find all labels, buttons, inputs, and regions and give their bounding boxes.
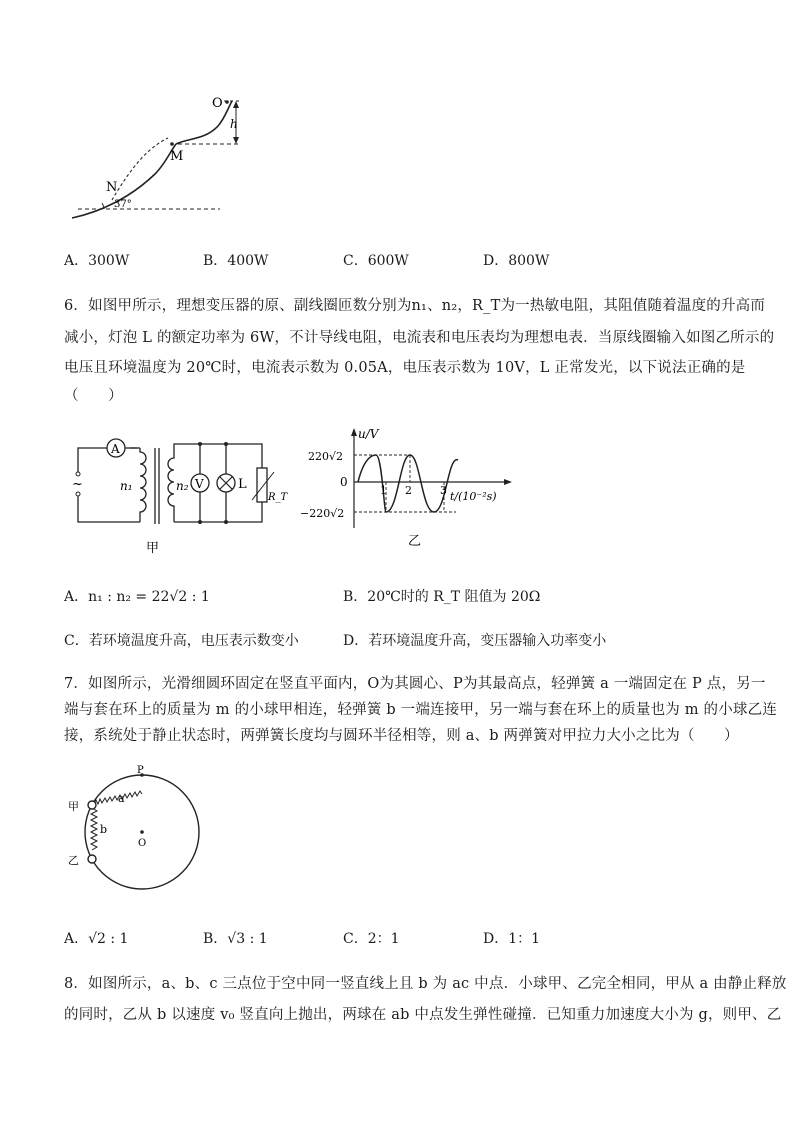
resistor-symbol — [257, 468, 267, 502]
tick-1-label: 1 — [380, 484, 387, 497]
point-M-dot — [170, 142, 174, 146]
ring-figure — [62, 762, 252, 892]
lamp-label: L — [238, 477, 247, 492]
q6-option-b: B．20℃时的 R_T 阻值为 20Ω — [343, 589, 541, 605]
q6-line-2: 减小，灯泡 L 的额定功率为 6W，不计导线电阻，电流表和电压表均为理想电表．当原线圈输入如图乙所示的 — [64, 330, 775, 346]
y-axis-label: u/V — [358, 427, 379, 441]
n1-label: n₁ — [120, 479, 133, 493]
q7-option-b: B．√3 : 1 — [203, 931, 268, 947]
label-a: a — [118, 792, 125, 805]
tick-3-label: 3 — [440, 484, 447, 497]
junction-3 — [198, 520, 202, 524]
label-jia: 甲 — [68, 800, 79, 813]
zero-label: 0 — [340, 475, 348, 489]
q6-line-1: 6．如图甲所示，理想变压器的原、副线圈匝数分别为n₁、n₂，R_T为一热敏电阻，其阻值随着温度的升高而 — [64, 298, 766, 314]
spring-b — [91, 808, 97, 850]
voltmeter-label: V — [195, 477, 204, 491]
voltage-graph — [300, 420, 520, 560]
graph-caption: 乙 — [408, 534, 422, 549]
center-O-dot — [140, 830, 144, 834]
q7-option-d: D．1：1 — [483, 931, 541, 947]
q7-line-2: 端与套在环上的质量为 m 的小球甲相连，轻弹簧 b 一端连接甲，另一端与套在环上的质量也为 m 的小球乙连 — [64, 702, 778, 718]
q5-option-a: A．300W — [64, 253, 130, 269]
label-O: O — [138, 838, 147, 849]
q7-option-c: C．2：1 — [343, 931, 400, 947]
ammeter-label: A — [111, 442, 120, 456]
x-axis-label: t/(10⁻²s) — [450, 490, 497, 503]
source-terminal-top — [76, 472, 80, 476]
secondary-wire-top — [174, 444, 262, 468]
q7-line-3: 接，系统处于静止状态时，两弹簧长度均与圆环半径相等，则 a、b 两弹簧对甲拉力大小之比为（ ） — [64, 728, 739, 744]
q5-option-b: B．400W — [203, 253, 269, 269]
h-arrow-head-bottom — [233, 137, 239, 144]
circuit-caption: 甲 — [146, 541, 160, 556]
label-b: b — [100, 823, 108, 836]
q5-option-d: D．800W — [483, 253, 550, 269]
secondary-wire-bottom — [174, 502, 262, 522]
q8-line-2: 的同时，乙从 b 以速度 v₀ 竖直向上抛出，两球在 ab 中点发生弹性碰撞．已知重力加速度大小为 g，则甲、乙 — [64, 1007, 782, 1023]
junction-2 — [224, 442, 228, 446]
q7-option-a: A．√2 : 1 — [64, 931, 129, 947]
q8-line-1: 8．如图所示，a、b、c 三点位于空中同一竖直线上且 b 为 ac 中点．小球甲、乙完全相同，甲从 a 由静止释放 — [64, 976, 787, 992]
q6-option-c: C．若环境温度升高，电压表示数变小 — [64, 633, 299, 649]
q6-option-d: D．若环境温度升高，变压器输入功率变小 — [343, 633, 607, 649]
q6-line-4: （ ） — [64, 388, 123, 404]
q6-line-3: 电压且环境温度为 20℃时，电流表示数为 0.05A，电压表示数为 10V，L 正常发光，以下说法正确的是 — [64, 360, 746, 376]
junction-4 — [224, 520, 228, 524]
tick-2-label: 2 — [405, 484, 412, 497]
label-angle: 37° — [114, 199, 132, 210]
q5-option-c: C．600W — [343, 253, 409, 269]
source-label: ~ — [72, 477, 83, 492]
slope-figure — [60, 88, 260, 228]
ball-jia — [88, 801, 96, 809]
y-axis-arrow — [351, 428, 357, 436]
label-N: N — [106, 180, 118, 195]
q7-line-1: 7．如图所示，光滑细圆环固定在竖直平面内，O为其圆心、P为其最高点，轻弹簧 a 一端固定在 P 点，另一 — [64, 676, 766, 692]
label-P: P — [137, 765, 144, 776]
q6-option-a: A．n₁ : n₂ = 22√2 : 1 — [64, 589, 210, 605]
point-O-dot — [225, 100, 229, 104]
transformer-circuit — [62, 428, 288, 558]
ymin-label: −220√2 — [300, 507, 345, 520]
primary-wire-bottom — [78, 494, 140, 522]
x-axis-arrow — [504, 479, 512, 485]
source-terminal-bottom — [76, 492, 80, 496]
curved-track — [176, 101, 232, 144]
label-yi: 乙 — [68, 854, 79, 867]
label-O: O — [212, 96, 223, 111]
label-h: h — [230, 117, 238, 131]
junction-1 — [198, 442, 202, 446]
resistor-label: R_T — [268, 492, 288, 503]
h-arrow-head-top — [233, 101, 239, 108]
label-M: M — [170, 149, 184, 164]
ball-yi — [88, 855, 96, 863]
primary-coil — [140, 448, 146, 522]
secondary-coil — [168, 452, 174, 522]
n2-label: n₂ — [176, 479, 189, 493]
ymax-label: 220√2 — [308, 450, 344, 463]
